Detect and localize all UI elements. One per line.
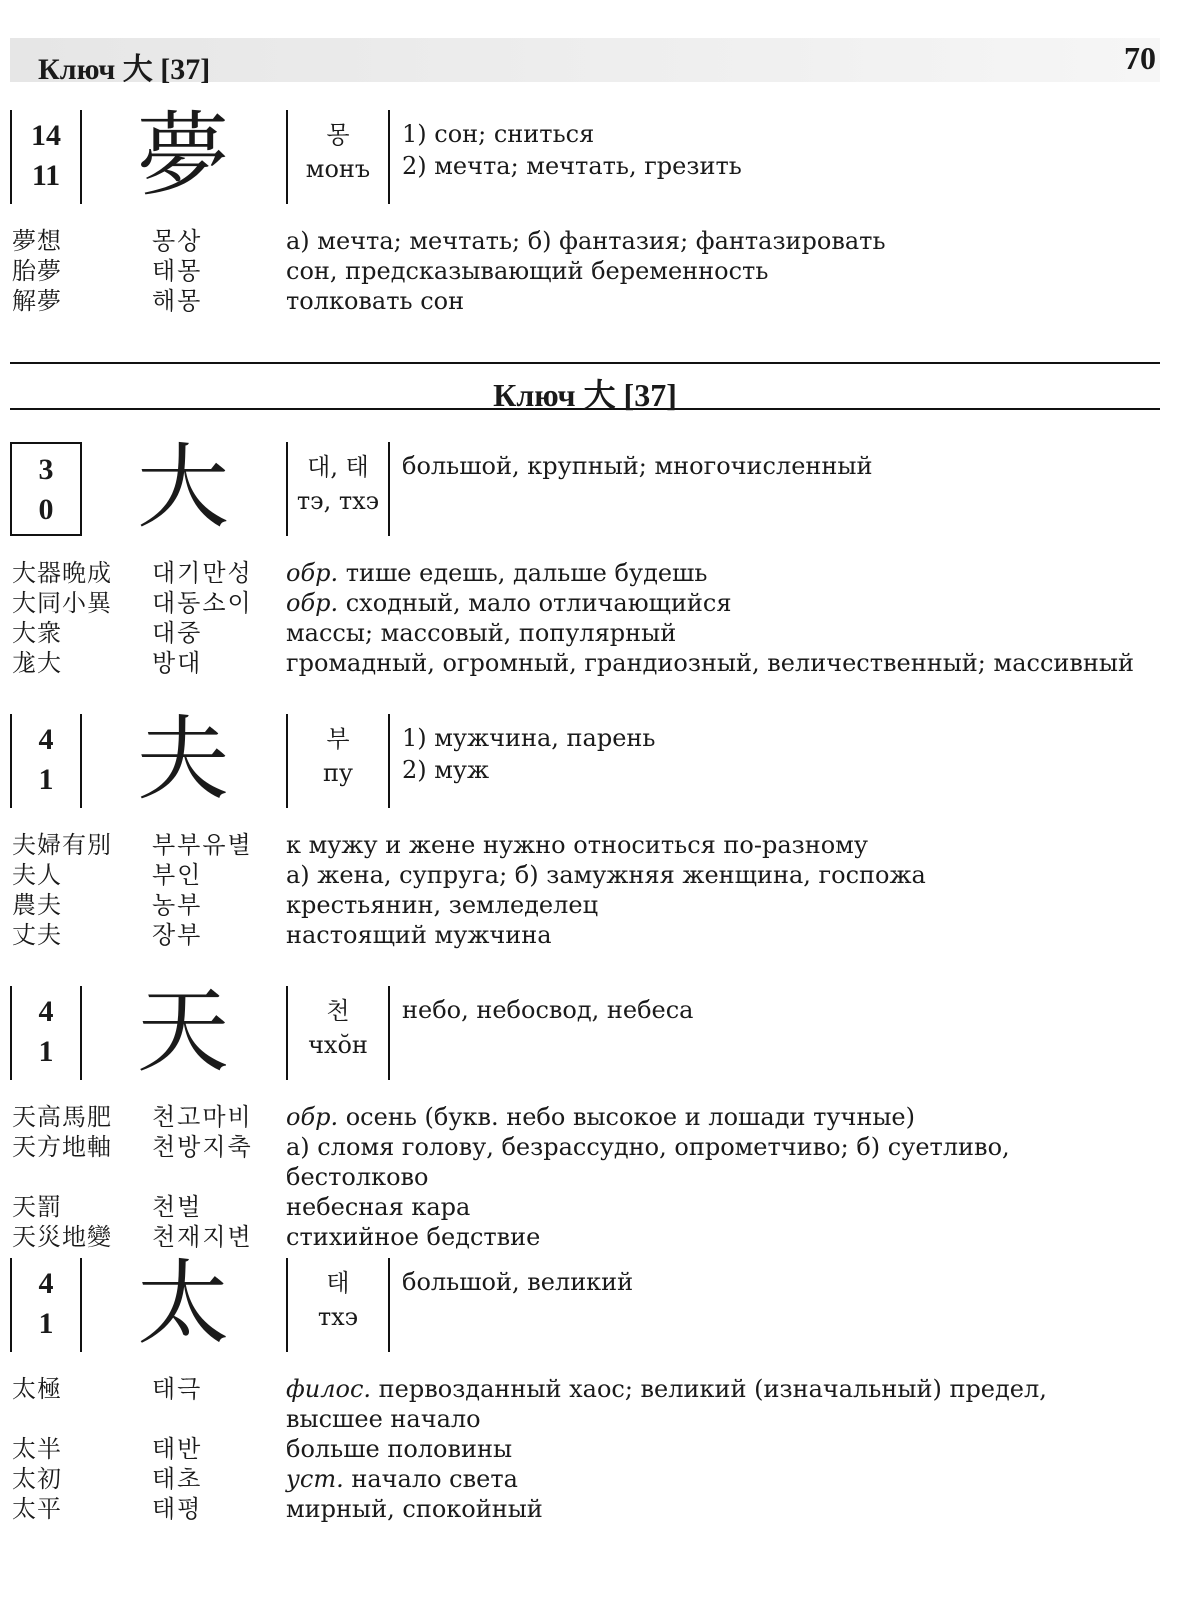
compound-row [0,618,1182,648]
compound-row [0,1222,1182,1252]
compound-row [0,588,1182,618]
translation-text: настоящий мужчина [286,921,552,949]
compound-translation [286,860,1136,890]
stroke-count-box [10,1258,82,1352]
reading-box [286,442,390,536]
compound-hanja: 天方地軸 [12,1133,112,1161]
compound-row [0,1494,1182,1524]
reading-transcription: тэ, тхэ [296,487,380,515]
meanings [402,1266,1162,1298]
compound-hanja: 天罰 [12,1193,62,1221]
stroke-total: 4 [38,723,54,756]
compound-translation [286,618,1136,648]
stroke-total: 4 [38,995,54,1028]
compound-hanja: 解夢 [12,287,62,315]
translation-text: начало света [343,1465,518,1493]
translation-text: а) сломя голову, безрассудно, опрометчиво; б) суетливо, бестолково [286,1133,1010,1191]
reading-box [286,1258,390,1352]
reading-box [286,110,390,204]
usage-label: обр. [286,589,339,617]
compound-translation [286,256,1136,286]
translation-text: осень (букв. небо высокое и лошади тучные) [338,1103,915,1131]
compound-list [0,558,1182,678]
stroke-total: 4 [38,1267,54,1300]
translation-text: первозданный хаос; великий (изначальный) предел, высшее начало [286,1375,1047,1433]
compound-hangul: 대동소이 [152,589,253,617]
compound-translation [286,1192,1136,1222]
stroke-count-box [10,714,82,808]
compound-hangul: 태반 [152,1435,203,1463]
compound-translation [286,558,1136,588]
meanings [402,722,1162,786]
reading-hangul: 몽 [326,121,350,149]
usage-label: уст. [286,1465,344,1493]
headword-character: 夢 [136,102,229,209]
dictionary-entry [0,102,1182,316]
compound-hangul: 태극 [152,1375,203,1403]
meaning-line: 1) сон; сниться [402,120,595,148]
meaning-line: 1) мужчина, парень [402,724,656,752]
compound-hanja: 夢想 [12,227,62,255]
translation-text: а) жена, супруга; б) замужняя женщина, госпожа [286,861,926,889]
compound-hangul: 해몽 [152,287,203,315]
compound-hangul: 장부 [152,921,203,949]
meaning-line: большой, великий [402,1268,634,1296]
compound-row [0,860,1182,890]
reading-hangul: 천 [326,997,350,1025]
compound-hangul: 천벌 [152,1193,203,1221]
compound-hanja: 丈夫 [12,921,62,949]
compound-hangul: 태초 [152,1465,203,1493]
compound-translation [286,1374,1136,1434]
compound-translation [286,1132,1136,1192]
compound-translation [286,1464,1136,1494]
headword-character: 夫 [136,706,229,813]
stroke-extra: 0 [38,493,54,526]
page-number: 70 [1124,40,1156,76]
running-head-key: Ключ 大 [37] [38,53,211,86]
meanings [402,450,1162,482]
compound-list [0,226,1182,316]
translation-text: мирный, спокойный [286,1495,543,1523]
compound-hangul: 천재지변 [152,1223,253,1251]
headword-character: 大 [136,434,229,541]
stroke-total: 14 [31,119,61,152]
compound-hangul: 부인 [152,861,203,889]
compound-translation [286,226,1136,256]
compound-row [0,1464,1182,1494]
translation-text: тише едешь, дальше будешь [338,559,708,587]
stroke-extra: 1 [38,1035,54,1068]
translation-text: сходный, мало отличающийся [338,589,732,617]
page-header [10,38,1160,86]
compound-row [0,1102,1182,1132]
meaning-line: 2) муж [402,756,490,784]
dictionary-entry [0,434,1182,678]
stroke-count-box [10,110,82,204]
compound-hangul: 농부 [152,891,203,919]
compound-translation [286,920,1136,950]
usage-label: обр. [286,559,339,587]
stroke-extra: 1 [38,763,54,796]
compound-hanja: 大器晩成 [12,559,112,587]
compound-row [0,1192,1182,1222]
translation-text: крестьянин, земледелец [286,891,599,919]
compound-hanja: 夫人 [12,861,62,889]
compound-hangul: 대기만성 [152,559,253,587]
meanings [402,118,1162,182]
compound-hangul: 방대 [152,649,203,677]
compound-hanja: 太初 [12,1465,62,1493]
stroke-count-box [10,986,82,1080]
compound-hanja: 尨大 [12,649,62,677]
radical-section-heading [10,362,1160,413]
compound-translation [286,830,1136,860]
compound-row [0,226,1182,256]
stroke-extra: 1 [38,1307,54,1340]
compound-hanja: 太平 [12,1495,62,1523]
compound-row [0,558,1182,588]
reading-box [286,986,390,1080]
compound-translation [286,890,1136,920]
compound-hanja: 胎夢 [12,257,62,285]
compound-list [0,1102,1182,1252]
compound-row [0,1434,1182,1464]
compound-hanja: 太極 [12,1375,62,1403]
compound-hangul: 부부유별 [152,831,253,859]
meaning-line: 2) мечта; мечтать, грезить [402,152,742,180]
dictionary-entry [0,706,1182,950]
headword-character: 天 [136,978,229,1085]
translation-text: больше половины [286,1435,513,1463]
translation-text: стихийное бедствие [286,1223,541,1251]
compound-hangul: 천고마비 [152,1103,253,1131]
compound-translation [286,286,1136,316]
reading-transcription: тхэ [317,1303,359,1331]
section-heading-text: Ключ 大 [37] [493,377,677,413]
stroke-total: 3 [38,453,54,486]
meaning-line: небо, небосвод, небеса [402,996,694,1024]
compound-row [0,256,1182,286]
dictionary-entry [0,978,1182,1252]
reading-box [286,714,390,808]
translation-text: а) мечта; мечтать; б) фантазия; фантазировать [286,227,886,255]
compound-row [0,920,1182,950]
compound-row [0,286,1182,316]
compound-translation [286,1222,1136,1252]
compound-row [0,648,1182,678]
compound-list [0,1374,1182,1524]
translation-text: массы; массовый, популярный [286,619,677,647]
compound-hanja: 大衆 [12,619,62,647]
translation-text: толковать сон [286,287,465,315]
compound-hangul: 태몽 [152,257,203,285]
compound-translation [286,648,1136,678]
compound-hangul: 태평 [152,1495,203,1523]
reading-transcription: пу [322,759,354,787]
compound-hangul: 몽상 [152,227,203,255]
compound-hanja: 夫婦有別 [12,831,112,859]
compound-hanja: 天災地變 [12,1223,112,1251]
reading-hangul: 부 [326,725,350,753]
compound-hanja: 農夫 [12,891,62,919]
reading-hangul: 태 [326,1269,350,1297]
translation-text: небесная кара [286,1193,471,1221]
compound-row [0,830,1182,860]
compound-hanja: 大同小異 [12,589,112,617]
translation-text: сон, предсказывающий беременность [286,257,769,285]
translation-text: громадный, огромный, грандиозный, величественный; массивный [286,649,1134,677]
usage-label: филос. [286,1375,372,1403]
reading-transcription: чхŏн [308,1031,368,1059]
compound-hanja: 太半 [12,1435,62,1463]
compound-translation [286,1494,1136,1524]
compound-row [0,1374,1182,1434]
compound-hangul: 대중 [152,619,203,647]
compound-translation [286,588,1136,618]
compound-row [0,890,1182,920]
translation-text: к мужу и жене нужно относиться по-разному [286,831,868,859]
compound-translation [286,1102,1136,1132]
stroke-count-box [10,442,82,536]
reading-transcription: монъ [305,155,371,183]
stroke-extra: 11 [31,159,61,192]
compound-hanja: 天高馬肥 [12,1103,112,1131]
dictionary-entry [0,1250,1182,1524]
compound-row [0,1132,1182,1192]
compound-hangul: 천방지축 [152,1133,253,1161]
meanings [402,994,1162,1026]
headword-character: 太 [136,1250,229,1357]
meaning-line: большой, крупный; многочисленный [402,452,873,480]
compound-translation [286,1434,1136,1464]
reading-hangul: 대, 태 [307,453,369,481]
compound-list [0,830,1182,950]
usage-label: обр. [286,1103,339,1131]
